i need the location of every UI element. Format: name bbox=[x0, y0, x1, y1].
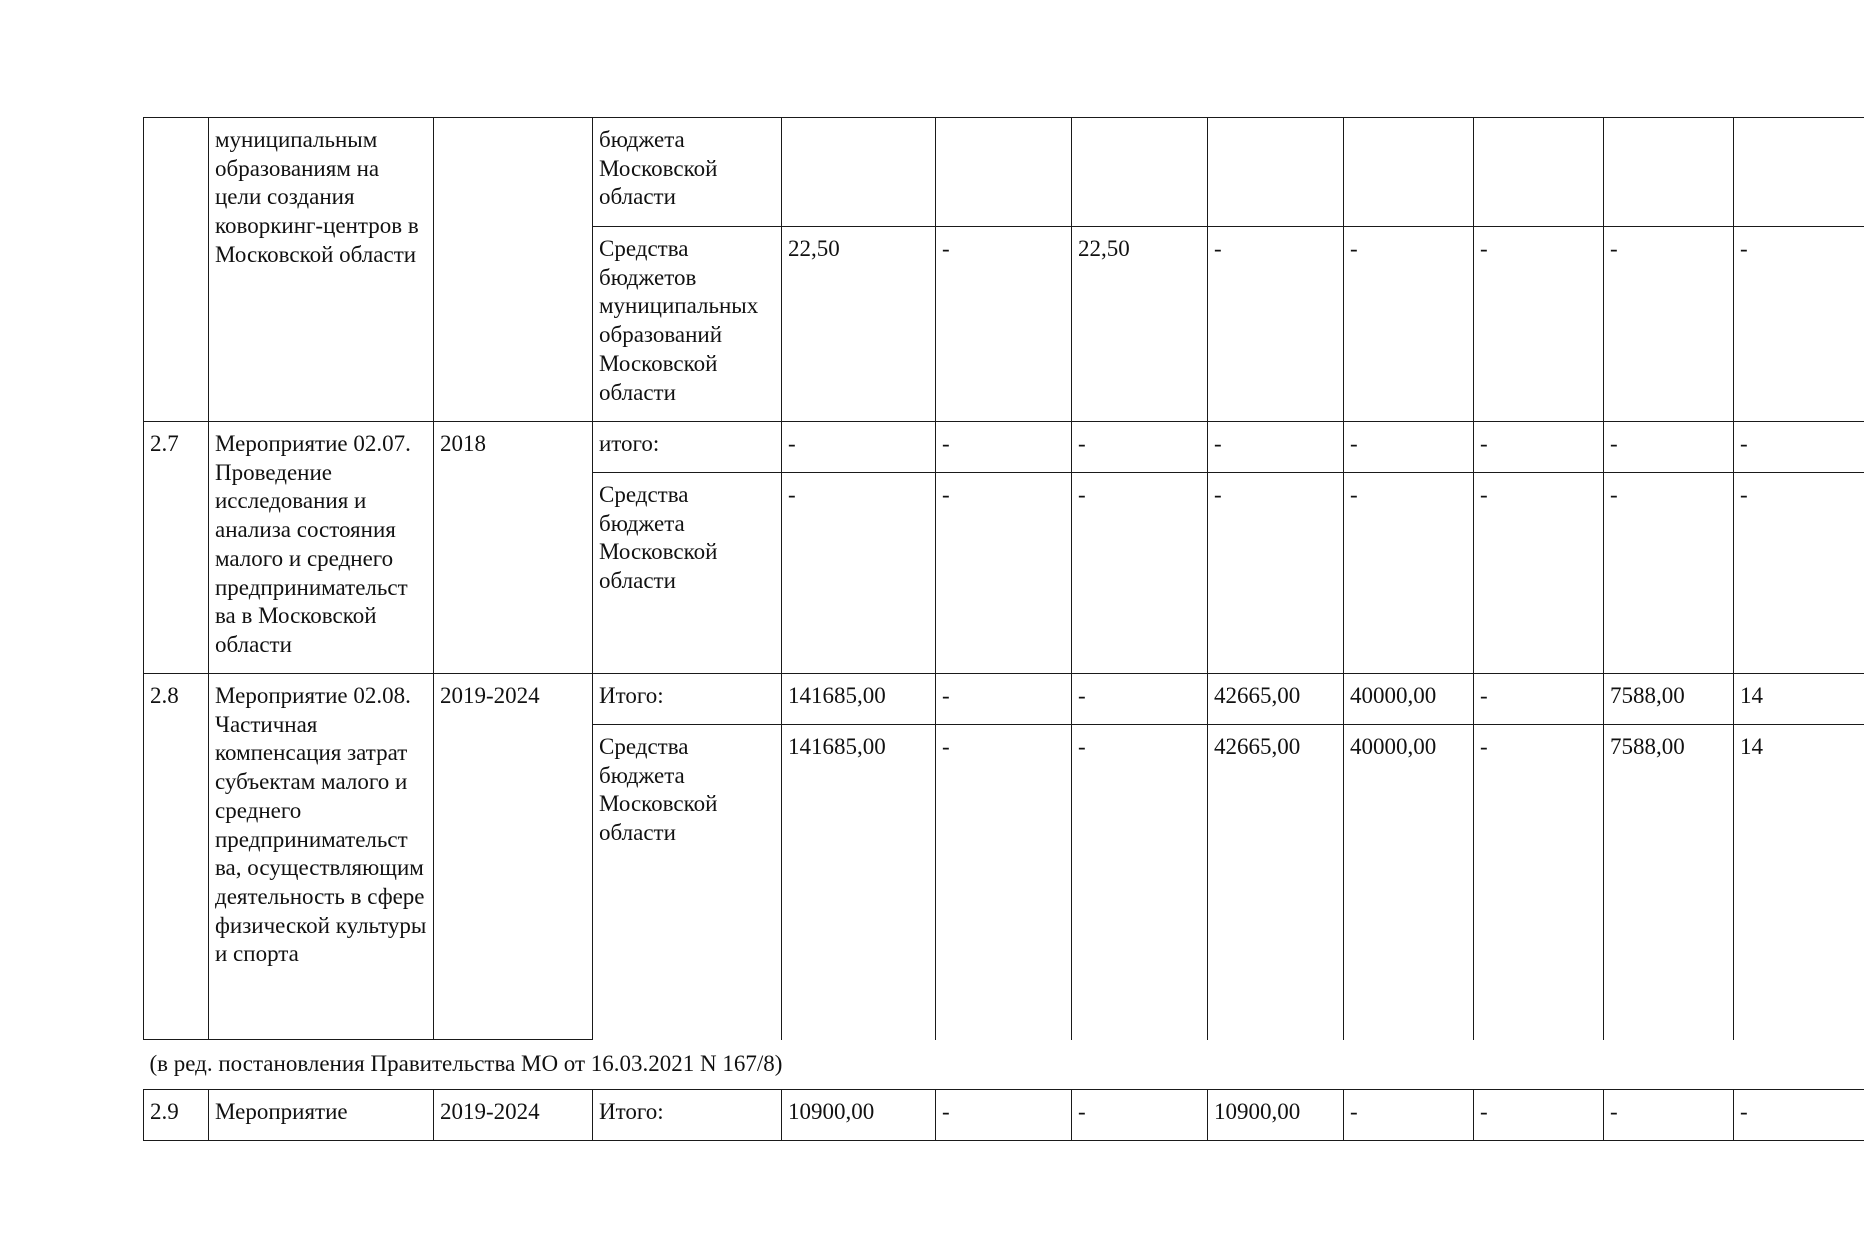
cell-value: 14 bbox=[1734, 674, 1864, 725]
cell-value: - bbox=[782, 422, 936, 473]
cell-value: - bbox=[1344, 227, 1474, 422]
cell-number: 2.9 bbox=[144, 1090, 209, 1141]
cell-period bbox=[434, 118, 593, 422]
table-row bbox=[144, 118, 1864, 227]
cell-period: 2019-2024 bbox=[434, 1090, 593, 1141]
cell-value: - bbox=[936, 725, 1072, 1040]
cell-value: 10900,00 bbox=[782, 1090, 936, 1141]
financing-table bbox=[143, 117, 1864, 1141]
cell-funding-source: Средства бюджетов муниципальных образований Московской области bbox=[593, 227, 782, 422]
cell-period: 2018 bbox=[434, 422, 593, 674]
cell-value: 42665,00 bbox=[1208, 725, 1344, 1040]
cell-number: 2.8 bbox=[144, 674, 209, 1040]
cell-value bbox=[1208, 118, 1344, 227]
table-row bbox=[144, 1040, 1864, 1090]
cell-value: - bbox=[936, 1090, 1072, 1141]
cell-funding-source: Средства бюджета Московской области bbox=[593, 725, 782, 1040]
cell-value: - bbox=[1474, 227, 1604, 422]
cell-funding-source: бюджета Московской области bbox=[593, 118, 782, 227]
cell-value: - bbox=[1474, 422, 1604, 473]
cell-value bbox=[936, 118, 1072, 227]
cell-value: - bbox=[936, 473, 1072, 674]
cell-period: 2019-2024 bbox=[434, 674, 593, 1040]
table-row bbox=[144, 1090, 1864, 1141]
cell-value: 40000,00 bbox=[1344, 725, 1474, 1040]
cell-value: - bbox=[1474, 674, 1604, 725]
cell-value: - bbox=[1344, 422, 1474, 473]
cell-value: 14 bbox=[1734, 725, 1864, 1040]
cell-value: - bbox=[1604, 473, 1734, 674]
cell-activity-name: Мероприятие 02.07. Проведение исследования и анализа состояния малого и среднего предпринимательст ва в Московской области bbox=[209, 422, 434, 674]
cell-value: - bbox=[1072, 674, 1208, 725]
table-row bbox=[144, 422, 1864, 473]
cell-value: - bbox=[1208, 227, 1344, 422]
cell-value bbox=[1344, 118, 1474, 227]
cell-value: - bbox=[1072, 1090, 1208, 1141]
cell-funding-source: Средства бюджета Московской области bbox=[593, 473, 782, 674]
cell-value bbox=[1474, 118, 1604, 227]
cell-value: - bbox=[1734, 1090, 1864, 1141]
cell-number: 2.7 bbox=[144, 422, 209, 674]
cell-value: 7588,00 bbox=[1604, 725, 1734, 1040]
table-row bbox=[144, 674, 1864, 725]
cell-value: - bbox=[1072, 422, 1208, 473]
cell-value: 42665,00 bbox=[1208, 674, 1344, 725]
cell-value: - bbox=[1604, 1090, 1734, 1141]
cell-activity-name: Мероприятие bbox=[209, 1090, 434, 1141]
cell-value: - bbox=[1474, 1090, 1604, 1141]
cell-value: 22,50 bbox=[1072, 227, 1208, 422]
cell-activity-name: Мероприятие 02.08. Частичная компенсация затрат субъектам малого и среднего предпринимательст ва, осуществляющим деятельность в сфере физической культуры и спорта bbox=[209, 674, 434, 1040]
cell-value: 7588,00 bbox=[1604, 674, 1734, 725]
cell-value: 40000,00 bbox=[1344, 674, 1474, 725]
cell-funding-source: Итого: bbox=[593, 674, 782, 725]
cell-value: - bbox=[1734, 422, 1864, 473]
cell-value: 141685,00 bbox=[782, 674, 936, 725]
cell-funding-source: Итого: bbox=[593, 1090, 782, 1141]
amendment-note: (в ред. постановления Правительства МО от 16.03.2021 N 167/8) bbox=[144, 1040, 1864, 1090]
cell-value: - bbox=[936, 674, 1072, 725]
cell-value: - bbox=[1604, 227, 1734, 422]
cell-value: - bbox=[1474, 473, 1604, 674]
cell-value: 10900,00 bbox=[1208, 1090, 1344, 1141]
cell-value: - bbox=[1072, 473, 1208, 674]
cell-value: - bbox=[936, 227, 1072, 422]
cell-value bbox=[1734, 118, 1864, 227]
cell-value: - bbox=[1208, 473, 1344, 674]
cell-value: 141685,00 bbox=[782, 725, 936, 1040]
cell-number bbox=[144, 118, 209, 422]
cell-value: - bbox=[1734, 227, 1864, 422]
cell-value bbox=[1604, 118, 1734, 227]
cell-value: - bbox=[782, 473, 936, 674]
cell-value: - bbox=[1072, 725, 1208, 1040]
cell-value: - bbox=[1474, 725, 1604, 1040]
cell-value: - bbox=[1734, 473, 1864, 674]
cell-value: - bbox=[1604, 422, 1734, 473]
cell-activity-name: муниципальным образованиям на цели создания коворкинг-центров в Московской области bbox=[209, 118, 434, 422]
cell-funding-source: итого: bbox=[593, 422, 782, 473]
cell-value: 22,50 bbox=[782, 227, 936, 422]
cell-value: - bbox=[1208, 422, 1344, 473]
cell-value bbox=[1072, 118, 1208, 227]
cell-value bbox=[782, 118, 936, 227]
cell-value: - bbox=[1344, 1090, 1474, 1141]
cell-value: - bbox=[1344, 473, 1474, 674]
cell-value: - bbox=[936, 422, 1072, 473]
